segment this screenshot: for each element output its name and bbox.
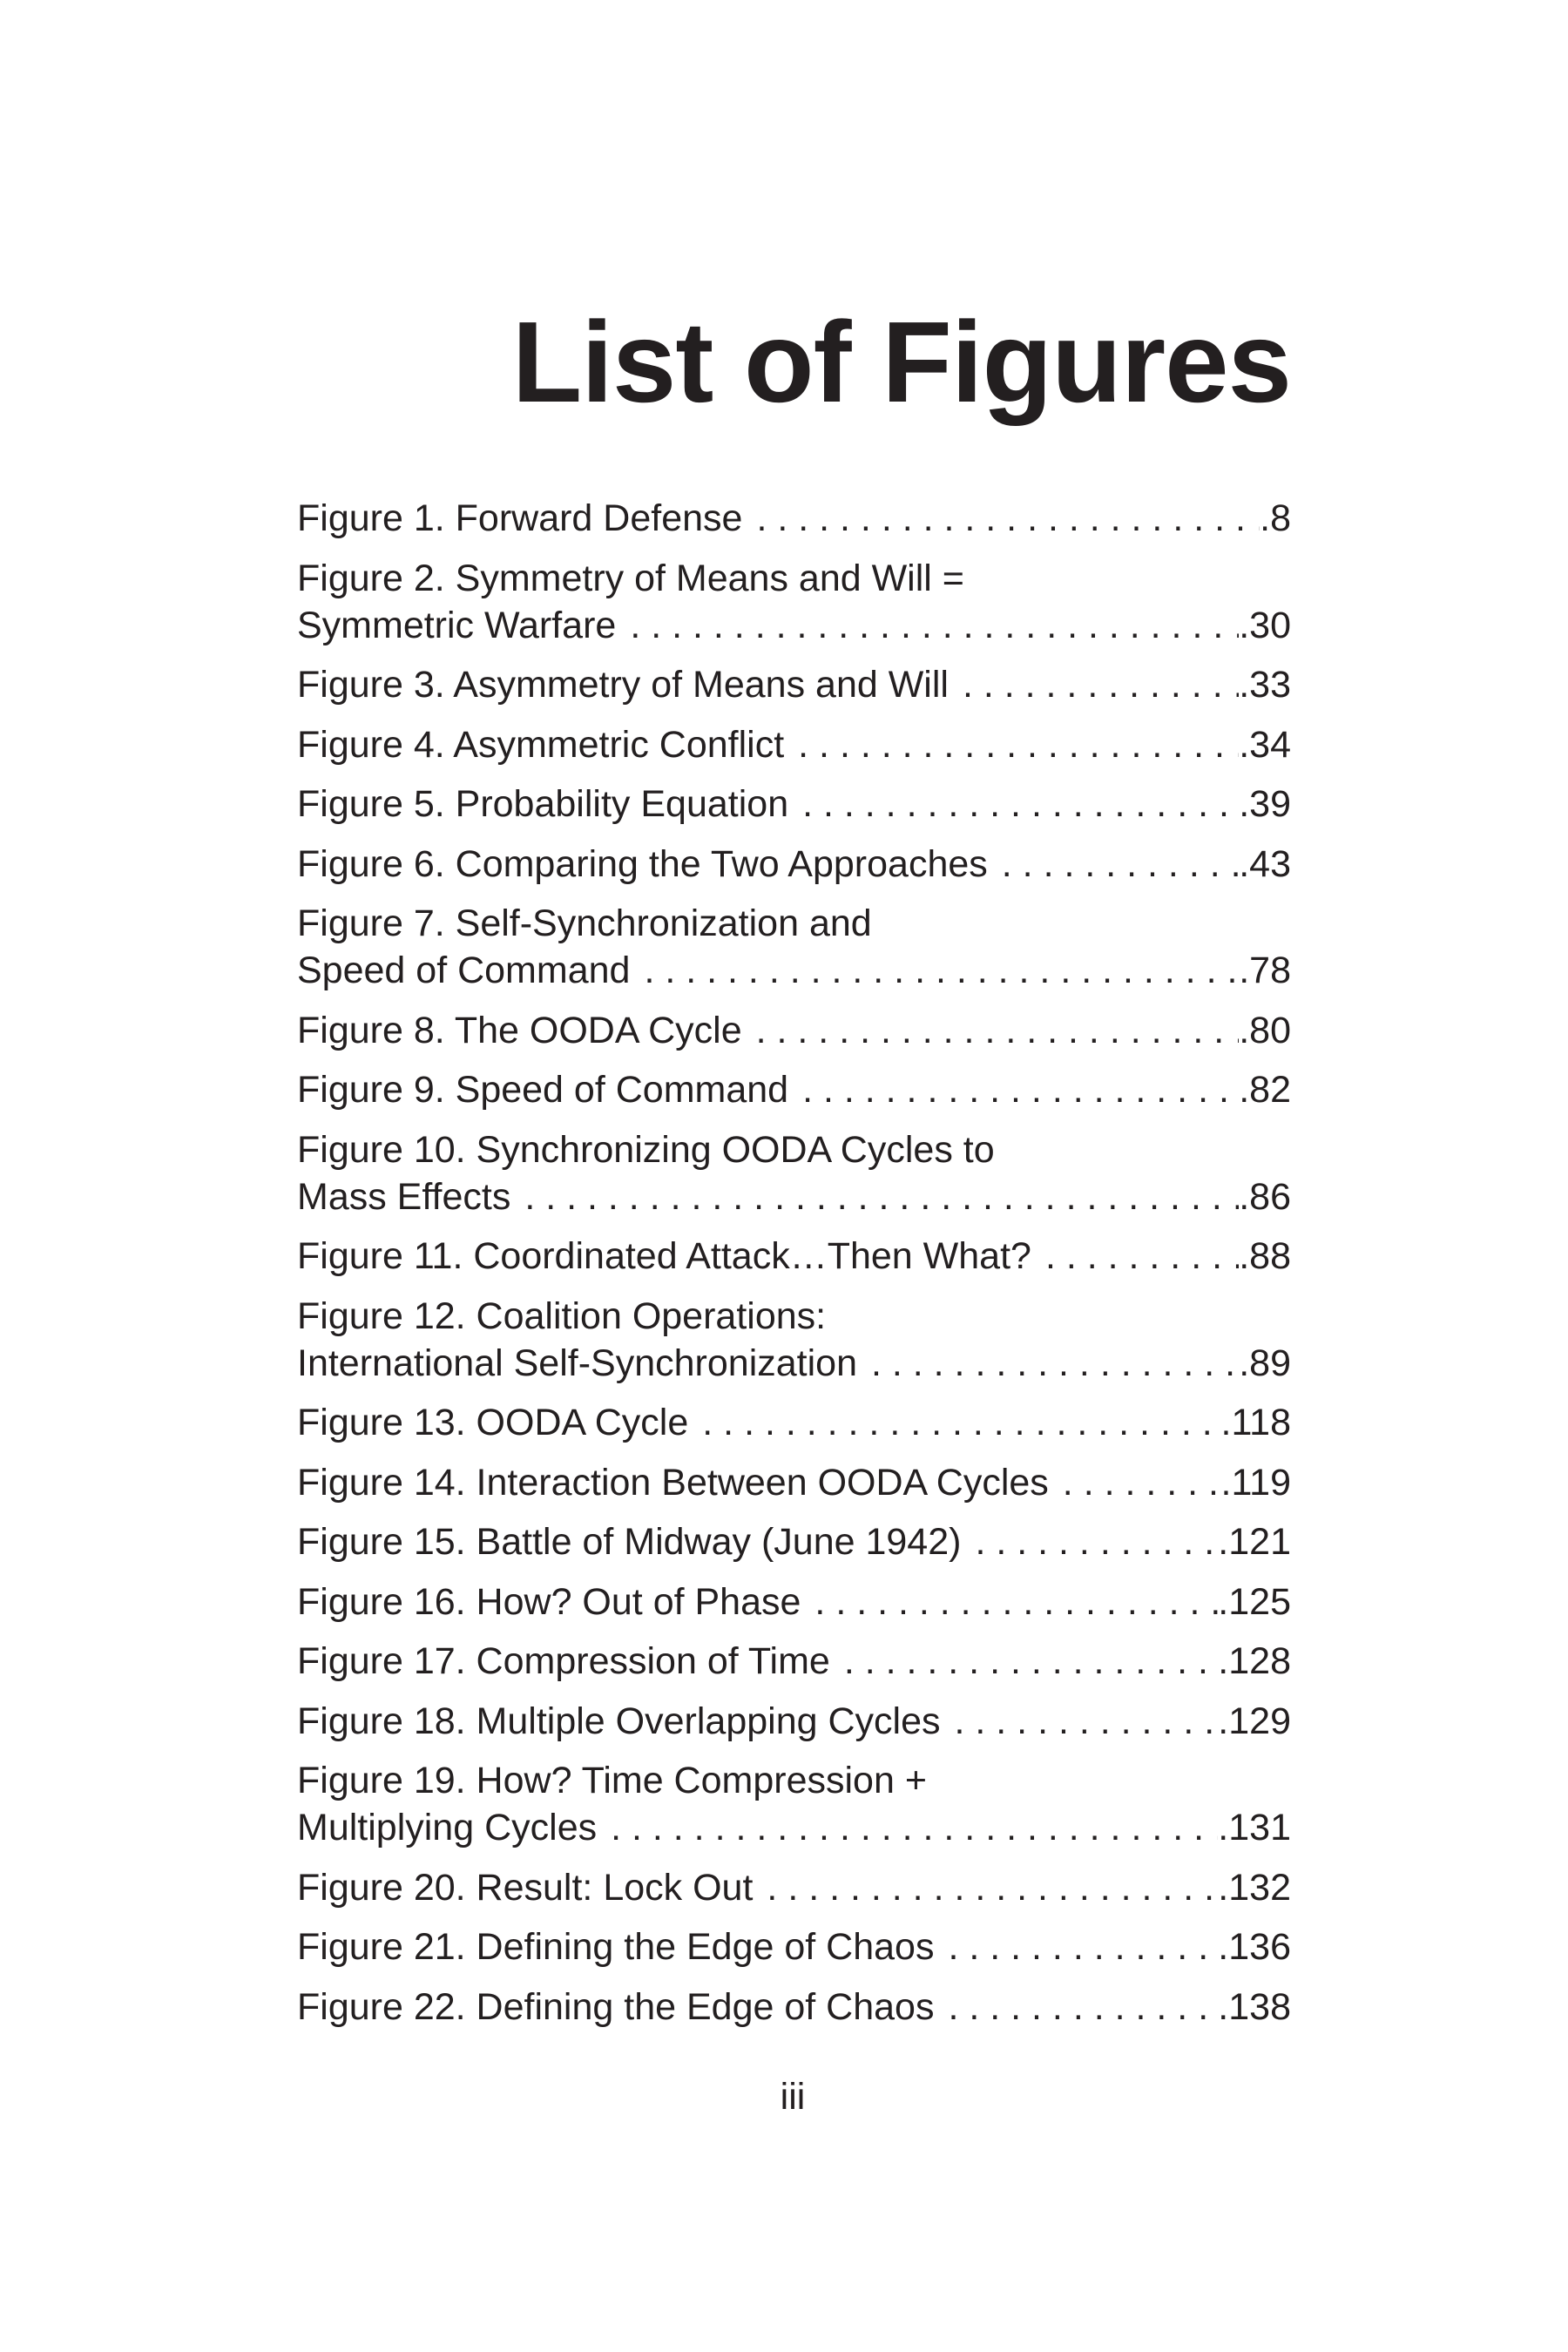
dot-leader: [975, 1518, 1218, 1565]
figure-entry-title-line: Figure 12. Coalition Operations:: [297, 1294, 827, 1337]
figure-entry-page-number: .8: [1260, 497, 1291, 539]
figure-entry: [297, 1698, 1291, 1745]
figure-entry-page-number: .129: [1218, 1700, 1291, 1742]
figure-entry-page-number: .118: [1220, 1402, 1291, 1443]
dot-leader: [871, 1340, 1239, 1387]
figure-entry-title: Figure 20. Result: Lock Out: [297, 1866, 754, 1909]
figure-entry-row: [297, 1007, 1291, 1054]
figure-entry-title: Figure 18. Multiple Overlapping Cycles: [297, 1700, 941, 1742]
figure-entry-row: [297, 1804, 1291, 1851]
figure-entry-row: [297, 841, 1291, 888]
figure-entry-page-number: .89: [1239, 1342, 1291, 1384]
figure-entry: [297, 555, 1291, 649]
figure-entry: [297, 661, 1291, 708]
dot-leader: [1045, 1233, 1239, 1280]
figure-entry-page-number: .128: [1218, 1640, 1291, 1682]
figure-entry-row: [297, 1233, 1291, 1280]
figure-entry-page-number: .138: [1218, 1985, 1291, 2028]
figure-entry-row: [297, 1638, 1291, 1685]
dot-leader: [611, 1804, 1218, 1851]
figure-entry: [297, 1233, 1291, 1280]
figure-entry: [297, 1459, 1291, 1506]
dot-leader: [802, 781, 1239, 828]
figure-entry-title-line: Figure 2. Symmetry of Means and Will =: [297, 557, 964, 599]
figure-entry: [297, 1293, 1291, 1387]
figure-entry-row: [297, 781, 1291, 828]
figure-entry-page-number: .82: [1239, 1069, 1291, 1111]
dot-leader: [630, 602, 1239, 649]
figure-entry: [297, 1066, 1291, 1113]
figure-entry-title: International Self-Synchronization: [297, 1342, 857, 1384]
figure-entry-title: Figure 4. Asymmetric Conflict: [297, 723, 785, 766]
dot-leader: [844, 1638, 1218, 1685]
figure-entry-title: Figure 14. Interaction Between OODA Cycles: [297, 1461, 1049, 1504]
figure-entry: [297, 1578, 1291, 1625]
dot-leader: [814, 1578, 1218, 1625]
figure-entry-page-number: .125: [1218, 1580, 1291, 1623]
dot-leader: [644, 947, 1239, 994]
figure-entry-row: [297, 1066, 1291, 1113]
figure-entry-row: [297, 661, 1291, 708]
figure-entry-row: [297, 1923, 1291, 1970]
figure-entry: [297, 1923, 1291, 1970]
figure-entry: [297, 1984, 1291, 2031]
figure-entry-page-number: .30: [1239, 604, 1291, 646]
page-title: List of Figures: [511, 298, 1291, 426]
figure-entry-title-line: Figure 7. Self-Synchronization and: [297, 902, 872, 944]
figure-entry-row: [297, 495, 1291, 542]
dot-leader: [767, 1864, 1218, 1911]
figure-entry-title: Figure 3. Asymmetry of Means and Will: [297, 664, 949, 706]
dot-leader: [1063, 1459, 1221, 1506]
dot-leader: [963, 661, 1239, 708]
figure-entry-title: Figure 5. Probability Equation: [297, 783, 789, 825]
figure-entry-row: [297, 1340, 1291, 1387]
figure-entry-page-number: .43: [1239, 842, 1291, 885]
figure-entry-row: [297, 1698, 1291, 1745]
figure-entry-row: [297, 602, 1291, 649]
figure-entry-row: [297, 1578, 1291, 1625]
figure-entry-title: Figure 11. Coordinated Attack…Then What?: [297, 1235, 1031, 1277]
figure-entry-title: Figure 16. How? Out of Phase: [297, 1580, 801, 1623]
figure-entry-title: Figure 9. Speed of Command: [297, 1069, 789, 1111]
figure-entry-page-number: .132: [1218, 1866, 1291, 1909]
figure-entry: [297, 1007, 1291, 1054]
figure-entry-row: [297, 1984, 1291, 2031]
list-of-figures: [297, 495, 1291, 2043]
figure-entry-page-number: .78: [1239, 950, 1291, 991]
figure-entry-title-line: Figure 19. How? Time Compression +: [297, 1760, 927, 1801]
figure-entry-row: [297, 947, 1291, 994]
figure-entry-page-number: .121: [1218, 1521, 1291, 1563]
dot-leader: [798, 721, 1239, 768]
figure-entry-row: [297, 1399, 1291, 1446]
figure-entry: [297, 841, 1291, 888]
figure-entry-row: [297, 1864, 1291, 1911]
figure-entry-page-number: .119: [1220, 1461, 1291, 1504]
figure-entry-page-number: .34: [1239, 723, 1291, 766]
figure-entry-row: [297, 1459, 1291, 1506]
figure-entry: [297, 1864, 1291, 1911]
dot-leader: [955, 1698, 1219, 1745]
figure-entry-title: Figure 22. Defining the Edge of Chaos: [297, 1985, 935, 2028]
figure-entry-title: Figure 15. Battle of Midway (June 1942): [297, 1521, 962, 1563]
dot-leader: [756, 495, 1260, 542]
dot-leader: [802, 1066, 1239, 1113]
figure-entry-title: Figure 21. Defining the Edge of Chaos: [297, 1926, 935, 1968]
figure-entry-page-number: .86: [1239, 1175, 1291, 1218]
figure-entry: [297, 495, 1291, 542]
figure-entry-page-number: .33: [1239, 664, 1291, 706]
figure-entry: [297, 781, 1291, 828]
figure-entry-title: Figure 1. Forward Defense: [297, 497, 743, 539]
figure-entry: [297, 1638, 1291, 1685]
dot-leader: [756, 1007, 1240, 1054]
dot-leader: [948, 1984, 1218, 2031]
dot-leader: [1002, 841, 1239, 888]
figure-entry: [297, 1126, 1291, 1220]
figure-entry-row: [297, 721, 1291, 768]
figure-entry: [297, 1399, 1291, 1446]
figure-entry-row: [297, 1173, 1291, 1220]
figure-entry-page-number: .39: [1239, 783, 1291, 825]
figure-entry-title: Figure 6. Comparing the Two Approaches: [297, 842, 988, 885]
figure-entry-page-number: .131: [1218, 1807, 1291, 1848]
figure-entry: [297, 1518, 1291, 1565]
figure-entry-page-number: .88: [1239, 1235, 1291, 1277]
figure-entry-title: Symmetric Warfare: [297, 604, 617, 646]
dot-leader: [948, 1923, 1218, 1970]
figure-entry-title: Speed of Command: [297, 950, 631, 991]
dot-leader: [702, 1399, 1220, 1446]
figure-entry-title: Figure 17. Compression of Time: [297, 1640, 830, 1682]
figure-entry-title-line: Figure 10. Synchronizing OODA Cycles to: [297, 1128, 995, 1171]
figure-entry-page-number: .80: [1239, 1009, 1291, 1051]
figure-entry-title: Figure 8. The OODA Cycle: [297, 1009, 742, 1051]
figure-entry-title: Figure 13. OODA Cycle: [297, 1402, 689, 1443]
figure-entry: [297, 900, 1291, 994]
dot-leader: [524, 1173, 1239, 1220]
figure-entry-title: Multiplying Cycles: [297, 1807, 598, 1848]
figure-entry-row: [297, 1518, 1291, 1565]
page-number: iii: [780, 2076, 806, 2118]
figure-entry: [297, 1757, 1291, 1851]
figure-entry: [297, 721, 1291, 768]
figure-entry-title: Mass Effects: [297, 1175, 511, 1218]
figure-entry-page-number: .136: [1218, 1926, 1291, 1968]
